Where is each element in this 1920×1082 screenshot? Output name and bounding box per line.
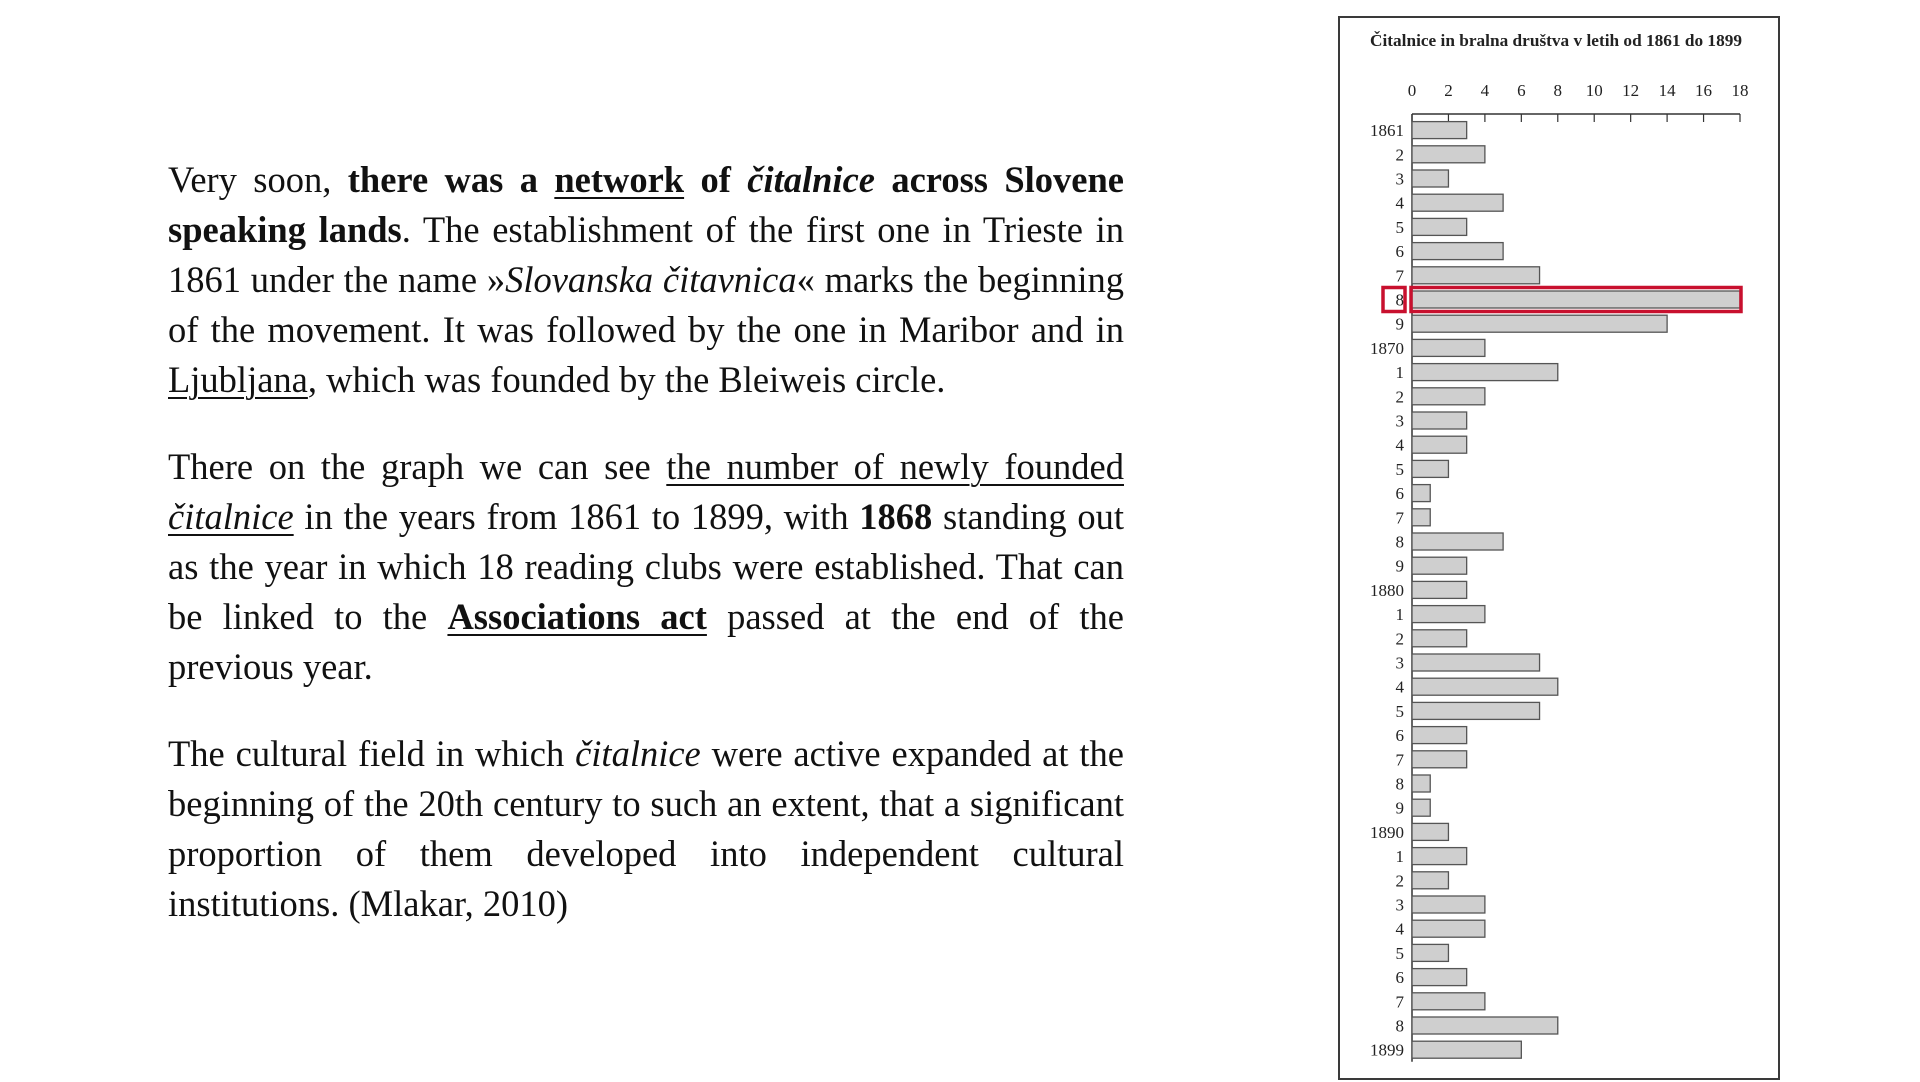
x-tick-label: 12 xyxy=(1622,81,1640,100)
text-run: The cultural field in which xyxy=(168,733,576,774)
y-tick-label: 1899 xyxy=(1370,1040,1404,1060)
y-tick-label: 1880 xyxy=(1370,580,1404,600)
y-tick-label: 6 xyxy=(1395,726,1404,746)
x-tick-label: 16 xyxy=(1695,81,1713,100)
bar xyxy=(1412,460,1448,477)
bar xyxy=(1412,848,1467,865)
bar xyxy=(1412,606,1485,623)
bar xyxy=(1412,823,1448,840)
y-tick-label: 9 xyxy=(1395,314,1404,334)
x-tick-label: 4 xyxy=(1480,81,1490,100)
y-tick-label: 4 xyxy=(1395,193,1404,213)
y-tick-label: 6 xyxy=(1395,968,1404,988)
y-tick-label: 3 xyxy=(1395,411,1404,431)
bar xyxy=(1412,944,1448,961)
y-tick-label: 9 xyxy=(1395,798,1404,818)
y-tick-label: 2 xyxy=(1395,871,1404,891)
bar xyxy=(1412,412,1467,429)
text-run: across Slovene speaking lands xyxy=(168,159,1125,250)
y-tick-label: 8 xyxy=(1395,774,1404,794)
text-run: were active expanded at the beginning of the 20th century to such an extent, that a significant proportion of them developed into independent cultural institutions. (Mlakar, 2010) xyxy=(168,733,1124,924)
text-run: čitalnice xyxy=(575,733,701,774)
y-tick-label: 3 xyxy=(1395,895,1404,915)
y-tick-label: 4 xyxy=(1395,435,1404,455)
y-tick-label: 9 xyxy=(1395,556,1404,576)
y-tick-label: 6 xyxy=(1395,484,1404,504)
y-tick-label: 8 xyxy=(1395,1016,1404,1036)
bar xyxy=(1412,654,1540,671)
y-tick-label: 1890 xyxy=(1370,822,1404,842)
x-tick-label: 8 xyxy=(1553,81,1563,100)
bar xyxy=(1412,218,1467,235)
y-tick-label: 5 xyxy=(1395,217,1404,237)
text-run: čitalnice xyxy=(747,159,875,200)
text-run: « marks the beginning of the movement. It was followed by the one in Maribor and in xyxy=(168,259,1124,350)
text-run: 1868 xyxy=(859,496,933,537)
y-tick-label: 7 xyxy=(1395,508,1404,528)
text-run: passed at the end of the previous year. xyxy=(168,596,1124,687)
bar xyxy=(1412,630,1467,647)
y-tick-label: 2 xyxy=(1395,629,1404,649)
bar xyxy=(1412,170,1448,187)
text-run: network xyxy=(554,159,685,200)
bar xyxy=(1412,364,1558,381)
bar xyxy=(1412,291,1740,308)
bar xyxy=(1412,969,1467,986)
text-run: Ljubljana xyxy=(168,359,308,400)
bar xyxy=(1412,243,1503,260)
y-tick-label: 4 xyxy=(1395,919,1404,939)
x-tick-label: 10 xyxy=(1585,81,1603,100)
y-tick-label: 3 xyxy=(1395,169,1404,189)
x-tick-label: 2 xyxy=(1444,81,1453,100)
bar xyxy=(1412,751,1467,768)
x-tick-label: 14 xyxy=(1658,81,1676,100)
y-tick-label: 5 xyxy=(1395,459,1404,479)
y-tick-label: 8 xyxy=(1395,532,1404,552)
bar xyxy=(1412,339,1485,356)
text-run: standing out as the year in which 18 reading clubs were established. That can be linked to the xyxy=(168,496,1124,637)
bar xyxy=(1412,727,1467,744)
text-run: in the years from 1861 to 1899, with xyxy=(293,496,860,537)
bar xyxy=(1412,896,1485,913)
bar xyxy=(1412,557,1467,574)
chart-title: Čitalnice in bralna društva v letih od 1861 do 1899 xyxy=(1370,31,1742,50)
chart-panel xyxy=(1338,16,1780,1080)
text-run: čitalnice xyxy=(168,496,294,537)
bar xyxy=(1412,436,1467,453)
y-tick-label: 8 xyxy=(1395,290,1404,310)
y-tick-label: 4 xyxy=(1395,677,1404,697)
x-tick-label: 0 xyxy=(1407,81,1417,100)
bar xyxy=(1412,775,1430,792)
y-tick-label: 5 xyxy=(1395,943,1404,963)
text-run: Associations act xyxy=(447,596,707,637)
y-tick-label: 7 xyxy=(1395,992,1404,1012)
bar xyxy=(1412,315,1667,332)
text-run: the number of newly founded xyxy=(666,446,1124,487)
bar xyxy=(1412,485,1430,502)
y-tick-label: 3 xyxy=(1395,653,1404,673)
bar xyxy=(1412,581,1467,598)
paragraph-1 xyxy=(168,155,1124,405)
bar xyxy=(1412,146,1485,163)
text-run: . The establishment of the first one in Trieste in 1861 under the name » xyxy=(168,209,1124,300)
text-run: Slovanska čitavnica xyxy=(505,259,797,300)
bar xyxy=(1412,267,1540,284)
y-tick-label: 7 xyxy=(1395,750,1404,770)
text-run: Very soon, xyxy=(168,159,348,200)
paragraph-3 xyxy=(168,729,1124,929)
bar xyxy=(1412,533,1503,550)
bar xyxy=(1412,388,1485,405)
text-run: there was a xyxy=(347,159,555,200)
text-column xyxy=(168,155,1124,966)
bar xyxy=(1412,799,1430,816)
y-tick-label: 1 xyxy=(1395,847,1404,867)
y-tick-label: 2 xyxy=(1395,387,1404,407)
y-tick-label: 5 xyxy=(1395,701,1404,721)
y-tick-label: 1 xyxy=(1395,605,1404,625)
x-tick-label: 6 xyxy=(1517,81,1526,100)
bar xyxy=(1412,678,1558,695)
bar xyxy=(1412,872,1448,889)
paragraph-2 xyxy=(168,442,1124,692)
y-tick-label: 7 xyxy=(1395,266,1404,286)
bar xyxy=(1412,1017,1558,1034)
bar xyxy=(1412,194,1503,211)
y-tick-label: 1870 xyxy=(1370,338,1404,358)
y-tick-label: 1 xyxy=(1395,363,1404,383)
bar-chart xyxy=(1340,18,1782,1082)
text-run: of xyxy=(684,159,748,200)
bar xyxy=(1412,1041,1521,1058)
text-run: , which was founded by the Bleiweis circle. xyxy=(307,359,946,400)
bar xyxy=(1412,993,1485,1010)
y-tick-label: 1861 xyxy=(1370,121,1404,141)
y-tick-label: 2 xyxy=(1395,145,1404,165)
x-tick-label: 18 xyxy=(1731,81,1749,100)
bar xyxy=(1412,702,1540,719)
bar xyxy=(1412,509,1430,526)
bar xyxy=(1412,920,1485,937)
bar xyxy=(1412,122,1467,139)
y-tick-label: 6 xyxy=(1395,242,1404,262)
text-run: There on the graph we can see xyxy=(168,446,667,487)
